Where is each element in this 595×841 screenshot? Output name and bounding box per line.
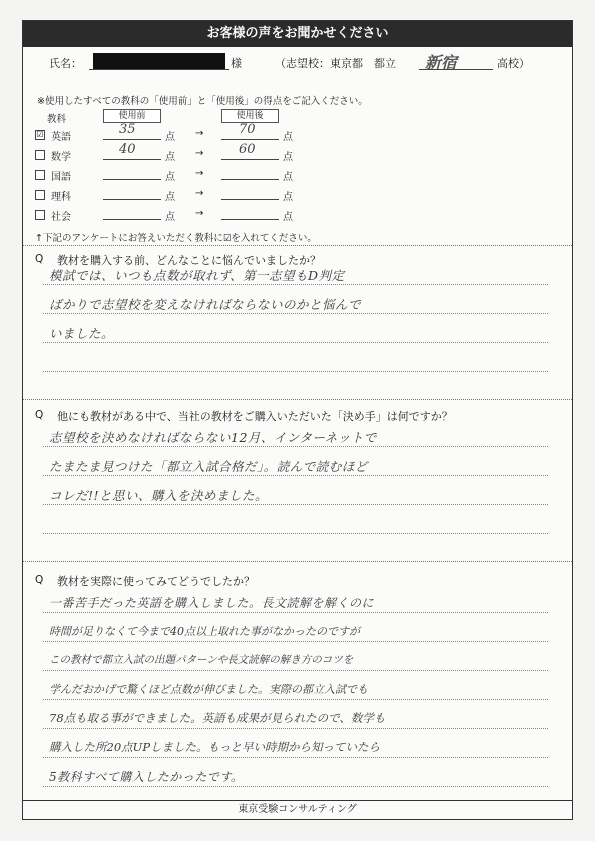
- school-name: 新宿: [425, 53, 458, 72]
- unit: 点: [165, 172, 175, 183]
- ruled-line: [43, 284, 548, 285]
- ruled-line: [43, 533, 548, 534]
- question-mark: Q: [35, 253, 44, 265]
- company-footer: 東京受験コンサルティング: [23, 800, 572, 819]
- after-line: [221, 159, 279, 160]
- section-divider: [23, 245, 572, 246]
- subject-checkbox[interactable]: [35, 190, 45, 200]
- score-after: 60: [239, 142, 256, 157]
- answer-line: 時間が足りなくて今まで40点以上取れた事がなかったのですが: [49, 625, 360, 638]
- score-before: 40: [119, 142, 136, 157]
- answer-line: 購入した所20点UPしました。もっと早い時期から知っていたら: [49, 740, 381, 754]
- subject-label: 理科: [51, 192, 71, 203]
- survey-note: ↑下記のアンケートにお答えいただく教科に☑を入れてください。: [35, 233, 317, 244]
- ruled-line: [43, 786, 548, 787]
- answer-line: 志望校を決めなければならない12月、インターネットで: [49, 430, 377, 445]
- name-underline: [89, 69, 229, 70]
- ruled-line: [43, 670, 548, 671]
- subject-checkbox[interactable]: [35, 210, 45, 220]
- answer-line: 78点も取る事ができました。英語も成果が見られたので、数学も: [49, 711, 386, 725]
- score-instruction: ※使用したすべての教科の「使用前」と「使用後」の得点をご記入ください。: [37, 96, 368, 107]
- unit: 点: [165, 152, 175, 163]
- answer-line: 一番苦手だった英語を購入しました。長文読解を解くのに: [49, 596, 375, 610]
- after-line: [221, 219, 279, 220]
- arrow: →: [195, 208, 204, 219]
- after-line: [221, 179, 279, 180]
- arrow: →: [195, 148, 204, 159]
- after-line: [221, 199, 279, 200]
- question-text: 他にも教材がある中で、当社の教材をご購入いただいた「決め手」は何ですか？: [57, 410, 453, 423]
- answer-line: ばかりで志望校を変えなければならないのかと悩んで: [49, 297, 362, 312]
- after-line: [221, 139, 279, 140]
- ruled-line: [43, 371, 548, 372]
- survey-form: [22, 20, 573, 820]
- ruled-line: [43, 342, 548, 343]
- score-before: 35: [119, 122, 136, 137]
- ruled-line: [43, 446, 548, 447]
- subject-label: 社会: [51, 212, 71, 223]
- ruled-line: [43, 475, 548, 476]
- subject-checkbox[interactable]: ☑: [36, 130, 44, 139]
- ruled-line: [43, 728, 548, 729]
- before-line: [103, 199, 161, 200]
- answer-line: たまたま見つけた「都立入試合格だ」。読んで読むほど: [49, 459, 368, 474]
- subject-checkbox[interactable]: [35, 170, 45, 180]
- ruled-line: [43, 313, 548, 314]
- unit: 点: [283, 212, 293, 223]
- honorific: 様: [231, 57, 242, 70]
- question-text: 教材を購入する前、どんなことに悩んでいましたか？: [57, 254, 321, 267]
- subject-label: 英語: [51, 132, 71, 143]
- unit: 点: [283, 132, 293, 143]
- unit: 点: [165, 132, 175, 143]
- ruled-line: [43, 699, 548, 700]
- answer-line: いました。: [49, 326, 115, 341]
- ruled-line: [43, 757, 548, 758]
- arrow: →: [195, 188, 204, 199]
- subject-header: 教科: [47, 114, 67, 125]
- before-line: [103, 159, 161, 160]
- question-mark: Q: [35, 409, 44, 421]
- question-mark: Q: [35, 574, 44, 586]
- section-divider: [23, 561, 572, 562]
- ruled-line: [43, 612, 548, 613]
- before-line: [103, 179, 161, 180]
- after-header: 使用後: [221, 109, 279, 123]
- subject-label: 国語: [51, 172, 71, 183]
- answer-line: コレだ!!と思い、購入を決めました。: [49, 488, 269, 503]
- unit: 点: [283, 172, 293, 183]
- before-line: [103, 219, 161, 220]
- subject-label: 数学: [51, 152, 71, 163]
- answer-line: 模試では、いつも点数が取れず、第一志望もD判定: [49, 268, 345, 283]
- school-suffix: 高校）: [497, 57, 530, 70]
- subject-checkbox[interactable]: [35, 150, 45, 160]
- unit: 点: [165, 192, 175, 203]
- question-text: 教材を実際に使ってみてどうでしたか？: [57, 575, 255, 588]
- answer-line: この教材で都立入試の出題パターンや長文読解の解き方のコツを: [49, 654, 354, 666]
- redacted-name: [93, 53, 225, 69]
- before-line: [103, 139, 161, 140]
- unit: 点: [283, 192, 293, 203]
- form-title: お客様の声をお聞かせください: [23, 21, 572, 47]
- answer-line: 学んだおかげで驚くほど点数が伸びました。実際の都立入試でも: [49, 683, 368, 696]
- unit: 点: [165, 212, 175, 223]
- section-divider: [23, 399, 572, 400]
- before-header: 使用前: [103, 109, 161, 123]
- unit: 点: [283, 152, 293, 163]
- ruled-line: [43, 504, 548, 505]
- answer-line: 5教科すべて購入したかったです。: [49, 770, 244, 784]
- name-label: 氏名：: [49, 57, 82, 70]
- school-underline: [419, 69, 493, 70]
- arrow: →: [195, 168, 204, 179]
- arrow: →: [195, 128, 204, 139]
- school-prefix: （志望校：東京都 都立: [275, 57, 396, 70]
- score-after: 70: [239, 122, 256, 137]
- ruled-line: [43, 641, 548, 642]
